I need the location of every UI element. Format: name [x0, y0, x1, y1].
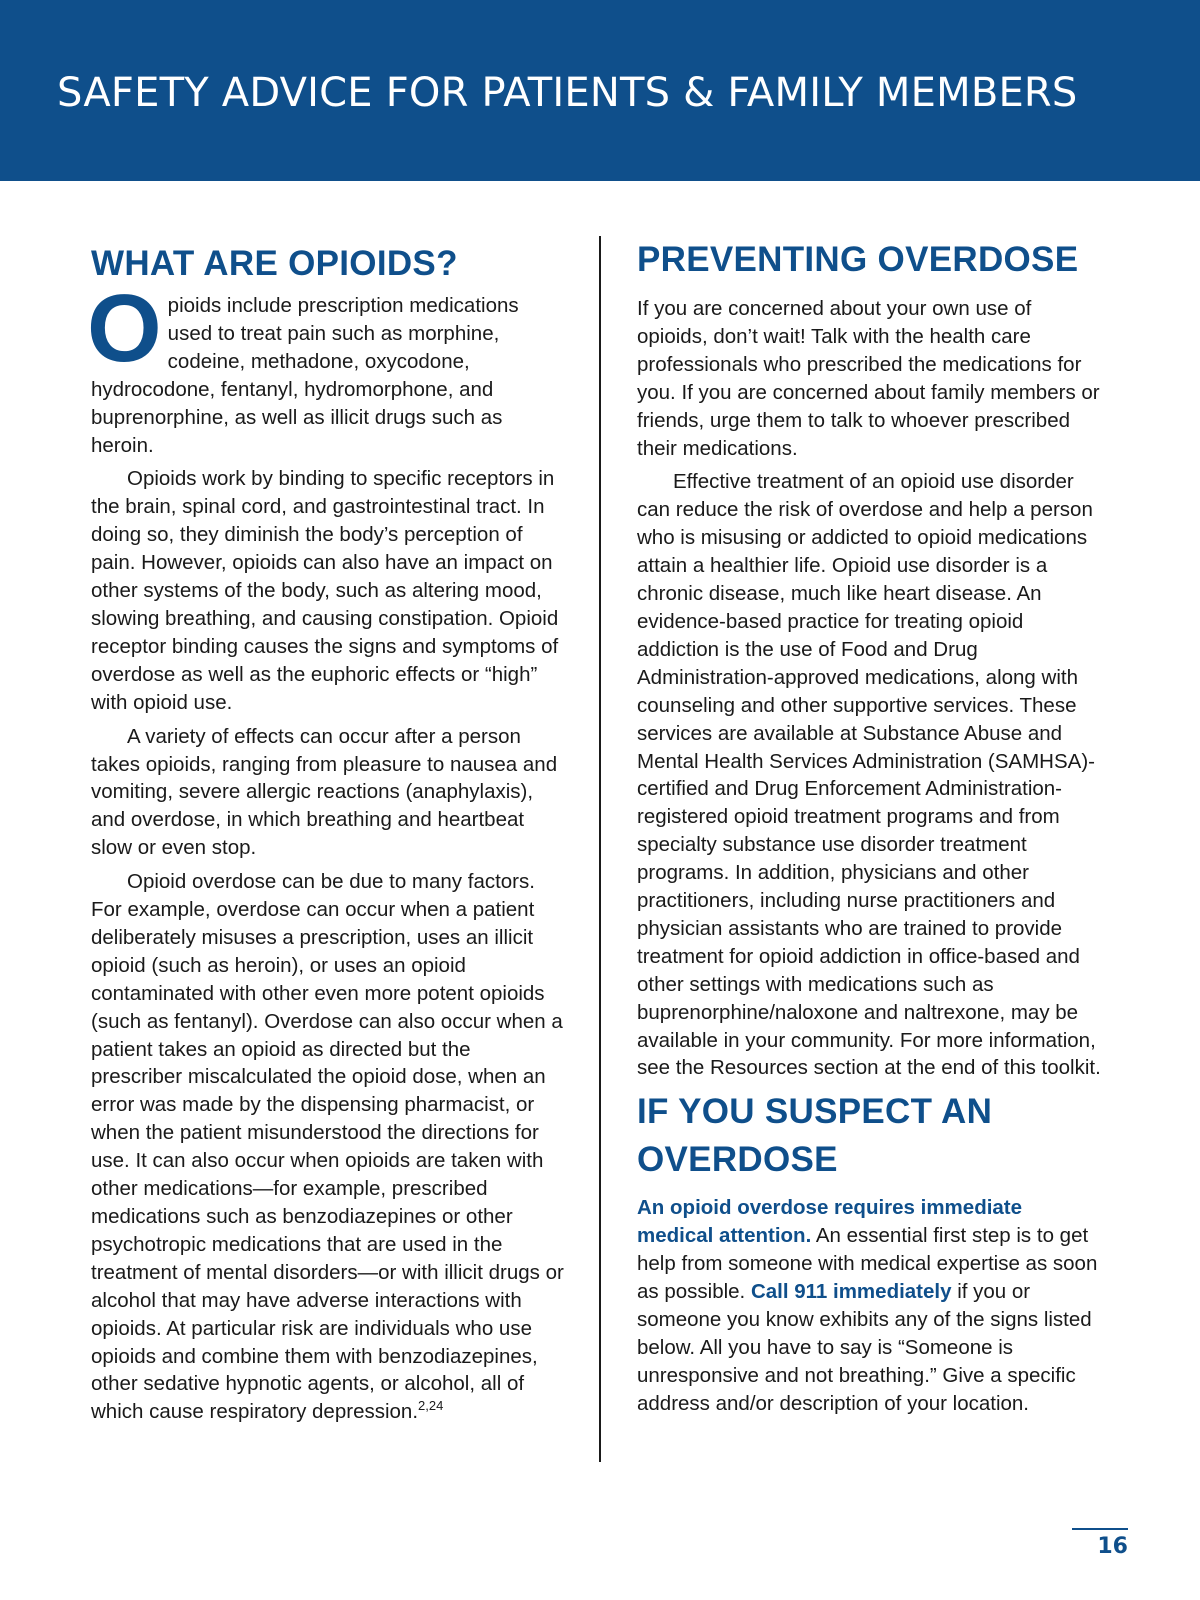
header-banner: [0, 0, 1200, 181]
section-heading-if-you-suspect-an-overdose: IF YOU SUSPECT AN OVERDOSE: [637, 1092, 993, 1180]
column-divider: [599, 236, 601, 1462]
intro-paragraph-text: pioids include prescription medications used to treat pain such as morphine, codeine, methadone, oxycodone, hydrocodone, fentanyl, hydromorphone, and buprenorphine, as well as illicit drugs such as heroin.: [91, 294, 519, 457]
call-911-text: Call 911 immediately: [750, 1280, 952, 1304]
paragraph-text: if you or someone you know exhibits any of the signs listed below. All you have to say is “Someone is unresponsive and not breathing.” Give a specific address and/or description of your location.: [637, 1280, 1092, 1415]
page-number: 16: [1072, 1528, 1128, 1559]
section-heading-what-are-opioids: WHAT ARE OPIOIDS?: [91, 244, 458, 283]
paragraph-text: Opioid overdose can be due to many factors. For example, overdose can occur when a patient deliberately misuses a prescription, uses an illicit opioid (such as heroin), or uses an opioid contaminated with other even more potent opioids (such as fentanyl). Overdose can also occur when a patient takes an opioid as directed but the prescriber miscalculated the opioid dose, when an error was made by the dispensing pharmacist, or when the patient misunderstood the directions for use. It can also occur when opioids are taken with other medications—for example, prescribed medications such as benzodiazepines or other psychotropic medications that are used in the treatment of mental disorders—or with illicit drugs or alcohol that may have adverse interactions with opioids. At particular risk are individuals who use opioids and combine them with benzodiazepines, other sedative hypnotic agents, or alcohol, all of which cause respiratory depression.: [91, 870, 564, 1424]
drop-cap: O: [87, 275, 162, 382]
citation: 2,24: [418, 1398, 444, 1414]
paragraph: A variety of effects can occur after a person takes opioids, ranging from pleasure to nausea and vomiting, severe allergic reactions (anaphylaxis), and overdose, in which breathing and heartbeat slow or even stop.: [91, 724, 558, 860]
left-column: [87, 232, 567, 1432]
paragraph: Effective treatment of an opioid use disorder can reduce the risk of overdose and help a person who is misusing or addicted to opioid medications attain a healthier life. Opioid use disorder is a chronic disease, much like heart disease. An evidence-based practice for treating opioid addiction is the use of Food and Drug Administration-approved medications, along with counseling and other supportive services. These services are available at Substance Abuse and Mental Health Services Administration (SAMHSA)-certified and Drug Enforcement Administration-registered opioid treatment programs and from specialty substance use disorder treatment programs. In addition, physicians and other practitioners, including nurse practitioners and physician assistants who are trained to provide treatment for opioid addiction in office-based and other settings with medications such as buprenorphine/naloxone and naltrexone, may be available in your community. For more information, see the Resources section at the end of this toolkit.: [637, 470, 1101, 1080]
right-column: [637, 236, 1103, 1424]
emergency-paragraph: [637, 1194, 1103, 1417]
page-title: SAFETY ADVICE FOR PATIENTS & FAMILY MEMBERS: [57, 70, 1078, 116]
emphasis-text: An opioid overdose requires immediate medical attention.: [637, 1196, 1023, 1248]
paragraph-text: An essential first step is to get help from someone with medical expertise as soon as possible.: [637, 1224, 1098, 1304]
paragraph: Opioids work by binding to specific receptors in the brain, spinal cord, and gastrointestinal tract. In doing so, they diminish the body’s perception of pain. However, opioids can also have an impact on other systems of the body, such as altering mood, slowing breathing, and causing constipation. Opioid receptor binding causes the signs and symptoms of overdose as well as the euphoric effects or “high” with opioid use.: [91, 467, 559, 714]
section-heading-preventing-overdose: PREVENTING OVERDOSE: [637, 240, 1079, 279]
paragraph: [91, 868, 567, 1426]
paragraph: If you are concerned about your own use of opioids, don’t wait! Talk with the health care professionals who prescribed the medications for you. If you are concerned about family members or friends, urge them to talk to whoever prescribed their medications.: [637, 297, 1100, 460]
intro-paragraph: [87, 275, 567, 459]
